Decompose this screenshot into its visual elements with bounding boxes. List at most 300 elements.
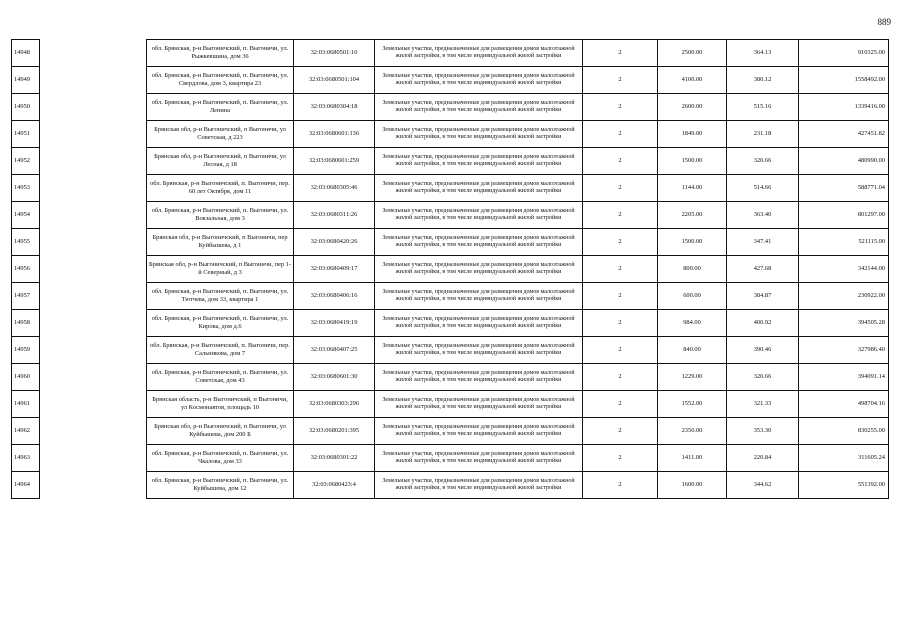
land-use-cell xyxy=(375,148,583,175)
category-count-cell-text: 2 xyxy=(618,454,622,462)
area-cell xyxy=(658,229,727,256)
row-number xyxy=(12,418,40,445)
table-row xyxy=(12,418,889,445)
separator-cell xyxy=(40,256,147,283)
land-use-cell-text: Земельные участки, предназначенные для размещения домов малоэтажной жилой застройки, в том числе индивидуальной жилой застройки xyxy=(382,396,575,410)
category-count-cell-text: 2 xyxy=(618,184,622,192)
land-use-cell xyxy=(375,67,583,94)
land-use-cell-text: Земельные участки, предназначенные для размещения домов малоэтажной жилой застройки, в том числе индивидуальной жилой застройки xyxy=(382,288,575,302)
cadastral-number-cell xyxy=(294,40,375,67)
separator-cell xyxy=(40,310,147,337)
separator-cell xyxy=(40,148,147,175)
category-count-cell xyxy=(583,94,658,121)
unit-price-cell-text: 220.84 xyxy=(753,454,772,462)
address-cell-text: обл. Брянская, р-н Выгоничский, п. Выгоничи, ул. Советская, дом 43 xyxy=(151,369,289,384)
cadastral-value-cell xyxy=(799,148,889,175)
address-cell-text: Брянская обл, р-н Выгоничский, п Выгоничи, ул Лесная, д 18 xyxy=(154,153,286,168)
row-number xyxy=(12,67,40,94)
address-cell-text: Брянская обл, р-н Выгоничский, п Выгоничи, пер Куйбышева, д 1 xyxy=(152,234,288,249)
address-cell-text: обл. Брянская, р-н Выгоничский, п. Выгоничи, ул. Свердлова, дом 3, квартира 23 xyxy=(151,72,289,87)
unit-price-cell-text: 321.33 xyxy=(753,400,772,408)
cadastral-number-cell-text: 32:03:0680201:395 xyxy=(308,427,360,435)
row-number-text: 14957 xyxy=(14,292,30,300)
address-cell xyxy=(147,472,294,499)
area-cell-text: 840.00 xyxy=(683,346,701,354)
cadastral-number-cell-text: 32:03:0680420:26 xyxy=(310,238,358,246)
separator-cell xyxy=(40,40,147,67)
cadastral-number-cell-text: 32:03:0680311:26 xyxy=(310,211,358,219)
cadastral-number-cell xyxy=(294,364,375,391)
cadastral-number-cell-text: 32:03:0680301:22 xyxy=(310,454,358,462)
unit-price-cell-text: 347.41 xyxy=(753,238,772,246)
category-count-cell xyxy=(583,202,658,229)
separator-cell xyxy=(40,418,147,445)
row-number-text: 14948 xyxy=(14,49,30,57)
area-cell xyxy=(658,256,727,283)
unit-price-cell xyxy=(727,229,799,256)
row-number xyxy=(12,229,40,256)
cadastral-number-cell xyxy=(294,391,375,418)
unit-price-cell-text: 400.92 xyxy=(753,319,772,327)
area-cell-text: 2500.00 xyxy=(681,49,703,57)
cadastral-number-cell-text: 32:03:0680423:4 xyxy=(312,481,356,489)
row-number-text: 14962 xyxy=(14,427,30,435)
unit-price-cell xyxy=(727,283,799,310)
category-count-cell xyxy=(583,40,658,67)
row-number xyxy=(12,121,40,148)
category-count-cell xyxy=(583,391,658,418)
address-cell xyxy=(147,337,294,364)
area-cell xyxy=(658,67,727,94)
category-count-cell-text: 2 xyxy=(618,211,622,219)
land-use-cell xyxy=(375,121,583,148)
table-row xyxy=(12,175,889,202)
row-number-text: 14959 xyxy=(14,346,30,354)
cadastral-value-cell xyxy=(799,364,889,391)
land-use-cell-text: Земельные участки, предназначенные для размещения домов малоэтажной жилой застройки, в том числе индивидуальной жилой застройки xyxy=(382,477,575,491)
cadastral-value-cell-text: 1339416.00 xyxy=(854,103,885,111)
cadastral-number-cell-text: 32:03:0680409:17 xyxy=(310,265,358,273)
cadastral-value-cell xyxy=(799,445,889,472)
cadastral-value-cell xyxy=(799,310,889,337)
separator-cell xyxy=(40,175,147,202)
table-row xyxy=(12,391,889,418)
table-row xyxy=(12,94,889,121)
cadastral-number-cell-text: 32:03:0680406:16 xyxy=(310,292,358,300)
row-number-text: 14952 xyxy=(14,157,30,165)
cadastral-value-cell xyxy=(799,40,889,67)
unit-price-cell-text: 364.13 xyxy=(753,49,772,57)
cadastral-number-cell xyxy=(294,256,375,283)
cadastral-value-cell xyxy=(799,472,889,499)
row-number-text: 14963 xyxy=(14,454,30,462)
category-count-cell-text: 2 xyxy=(618,292,622,300)
area-cell-text: 1500.00 xyxy=(681,238,703,246)
land-use-cell xyxy=(375,229,583,256)
row-number xyxy=(12,94,40,121)
unit-price-cell-text: 515.16 xyxy=(753,103,772,111)
unit-price-cell-text: 353.30 xyxy=(753,427,772,435)
unit-price-cell xyxy=(727,337,799,364)
cadastral-number-cell xyxy=(294,418,375,445)
cadastral-value-cell-text: 394091.14 xyxy=(857,373,885,381)
category-count-cell-text: 2 xyxy=(618,157,622,165)
cadastral-number-cell xyxy=(294,310,375,337)
address-cell xyxy=(147,310,294,337)
row-number xyxy=(12,175,40,202)
area-cell-text: 1552.00 xyxy=(681,400,703,408)
cadastral-number-cell xyxy=(294,175,375,202)
address-cell-text: обл. Брянская, р-н Выгоничский, п. Выгоничи, ул. Кирова, дом д.6 xyxy=(151,315,289,330)
unit-price-cell-text: 384.87 xyxy=(753,292,772,300)
category-count-cell-text: 2 xyxy=(618,319,622,327)
unit-price-cell-text: 363.40 xyxy=(753,211,772,219)
area-cell-text: 600.00 xyxy=(683,292,701,300)
land-use-cell-text: Земельные участки, предназначенные для размещения домов малоэтажной жилой застройки, в том числе индивидуальной жилой застройки xyxy=(382,72,575,86)
cadastral-value-cell-text: 830255.00 xyxy=(857,427,885,435)
row-number-text: 14954 xyxy=(14,211,30,219)
separator-cell xyxy=(40,337,147,364)
category-count-cell-text: 2 xyxy=(618,76,622,84)
area-cell-text: 1500.00 xyxy=(681,157,703,165)
address-cell-text: Брянская обл, р-н Выгоничский, п Выгоничи, ул Советская, д 223 xyxy=(154,126,286,141)
category-count-cell-text: 2 xyxy=(618,373,622,381)
cadastral-number-cell-text: 32:03:0680419:19 xyxy=(310,319,358,327)
cadastral-number-cell-text: 32:03:0680303:296 xyxy=(308,400,360,408)
area-cell xyxy=(658,283,727,310)
address-cell-text: Брянская обл, р-н Выгоничский, п Выгоничи, ул Куйбышева, дом 200 Б xyxy=(154,423,286,438)
row-number-text: 14958 xyxy=(14,319,30,327)
separator-cell xyxy=(40,445,147,472)
land-use-cell xyxy=(375,445,583,472)
separator-cell xyxy=(40,472,147,499)
table-row xyxy=(12,364,889,391)
category-count-cell-text: 2 xyxy=(618,130,622,138)
land-use-cell-text: Земельные участки, предназначенные для размещения домов малоэтажной жилой застройки, в том числе индивидуальной жилой застройки xyxy=(382,234,575,248)
land-use-cell xyxy=(375,256,583,283)
cadastral-number-cell xyxy=(294,445,375,472)
cadastral-number-cell xyxy=(294,202,375,229)
area-cell xyxy=(658,202,727,229)
row-number-text: 14955 xyxy=(14,238,30,246)
area-cell-text: 2600.00 xyxy=(681,103,703,111)
cadastral-value-cell-text: 588771.04 xyxy=(857,184,885,192)
cadastral-value-cell-text: 480990.00 xyxy=(857,157,885,165)
cadastral-value-cell xyxy=(799,121,889,148)
address-cell-text: обл. Брянская, р-н Выгоничский, п. Выгоничи, ул. Чкалова, дом 33 xyxy=(151,450,289,465)
address-cell xyxy=(147,391,294,418)
cadastral-number-cell xyxy=(294,94,375,121)
category-count-cell xyxy=(583,67,658,94)
cadastral-number-cell-text: 32:03:0680601:259 xyxy=(308,157,360,165)
address-cell xyxy=(147,418,294,445)
cadastral-value-cell xyxy=(799,418,889,445)
row-number xyxy=(12,283,40,310)
area-cell xyxy=(658,337,727,364)
cadastral-value-cell-text: 551392.00 xyxy=(857,481,885,489)
address-cell xyxy=(147,445,294,472)
table-row xyxy=(12,337,889,364)
unit-price-cell xyxy=(727,148,799,175)
separator-cell xyxy=(40,94,147,121)
cadastral-value-cell-text: 342144.00 xyxy=(857,265,885,273)
category-count-cell-text: 2 xyxy=(618,103,622,111)
unit-price-cell-text: 514.66 xyxy=(753,184,772,192)
row-number xyxy=(12,256,40,283)
category-count-cell-text: 2 xyxy=(618,400,622,408)
cadastral-number-cell-text: 32:03:0680501:104 xyxy=(308,76,360,84)
category-count-cell-text: 2 xyxy=(618,49,622,57)
address-cell-text: обл. Брянская, р-н Выгоничский, п. Выгоничи, ул. Тютчева, дом 33, квартира 1 xyxy=(151,288,289,303)
land-use-cell xyxy=(375,364,583,391)
row-number-text: 14953 xyxy=(14,184,30,192)
land-use-cell-text: Земельные участки, предназначенные для размещения домов малоэтажной жилой застройки, в том числе индивидуальной жилой застройки xyxy=(382,99,575,113)
area-cell xyxy=(658,121,727,148)
unit-price-cell xyxy=(727,202,799,229)
area-cell xyxy=(658,94,727,121)
category-count-cell xyxy=(583,472,658,499)
cadastral-value-cell-text: 801297.00 xyxy=(857,211,885,219)
unit-price-cell-text: 390.46 xyxy=(753,346,772,354)
cadastral-number-cell xyxy=(294,337,375,364)
address-cell xyxy=(147,202,294,229)
row-number xyxy=(12,202,40,229)
separator-cell xyxy=(40,391,147,418)
cadastral-number-cell-text: 32:03:0680601:136 xyxy=(308,130,360,138)
address-cell-text: обл. Брянская, р-н Выгоничский, п. Выгоничи, ул. Рыжкевшина, дом 36 xyxy=(151,45,289,60)
area-cell xyxy=(658,391,727,418)
row-number xyxy=(12,391,40,418)
unit-price-cell xyxy=(727,121,799,148)
area-cell xyxy=(658,40,727,67)
address-cell xyxy=(147,256,294,283)
category-count-cell xyxy=(583,364,658,391)
unit-price-cell-text: 344.62 xyxy=(753,481,772,489)
row-number xyxy=(12,445,40,472)
land-use-cell xyxy=(375,202,583,229)
address-cell xyxy=(147,364,294,391)
area-cell-text: 1849.00 xyxy=(681,130,703,138)
area-cell xyxy=(658,175,727,202)
row-number-text: 14956 xyxy=(14,265,30,273)
category-count-cell-text: 2 xyxy=(618,427,622,435)
area-cell xyxy=(658,418,727,445)
cadastral-value-cell xyxy=(799,391,889,418)
cadastral-value-cell xyxy=(799,229,889,256)
unit-price-cell xyxy=(727,175,799,202)
table-row xyxy=(12,67,889,94)
cadastral-value-cell-text: 311605.24 xyxy=(858,454,885,462)
row-number xyxy=(12,40,40,67)
area-cell xyxy=(658,148,727,175)
land-use-cell-text: Земельные участки, предназначенные для размещения домов малоэтажной жилой застройки, в том числе индивидуальной жилой застройки xyxy=(382,315,575,329)
land-use-cell-text: Земельные участки, предназначенные для размещения домов малоэтажной жилой застройки, в том числе индивидуальной жилой застройки xyxy=(382,261,575,275)
table-row xyxy=(12,445,889,472)
row-number-text: 14961 xyxy=(14,400,30,408)
unit-price-cell xyxy=(727,67,799,94)
cadastral-number-cell-text: 32:03:0680501:10 xyxy=(310,49,358,57)
cadastral-value-cell-text: 1558492.00 xyxy=(854,76,885,84)
land-use-cell xyxy=(375,472,583,499)
cadastral-value-table xyxy=(11,39,889,499)
unit-price-cell xyxy=(727,445,799,472)
area-cell-text: 800.00 xyxy=(683,265,701,273)
category-count-cell xyxy=(583,445,658,472)
address-cell xyxy=(147,175,294,202)
area-cell-text: 2350.00 xyxy=(681,427,703,435)
land-use-cell-text: Земельные участки, предназначенные для размещения домов малоэтажной жилой застройки, в том числе индивидуальной жилой застройки xyxy=(382,126,575,140)
category-count-cell xyxy=(583,175,658,202)
cadastral-number-cell xyxy=(294,283,375,310)
cadastral-number-cell xyxy=(294,121,375,148)
row-number-text: 14960 xyxy=(14,373,30,381)
separator-cell xyxy=(40,67,147,94)
unit-price-cell xyxy=(727,391,799,418)
land-use-cell-text: Земельные участки, предназначенные для размещения домов малоэтажной жилой застройки, в том числе индивидуальной жилой застройки xyxy=(382,45,575,59)
cadastral-value-cell-text: 394505.28 xyxy=(857,319,885,327)
area-cell-text: 2205.00 xyxy=(681,211,703,219)
row-number xyxy=(12,310,40,337)
separator-cell xyxy=(40,121,147,148)
row-number-text: 14950 xyxy=(14,103,30,111)
row-number-text: 14951 xyxy=(14,130,30,138)
address-cell-text: обл. Брянская, р-н Выгоничский, п. Выгоничи, ул. Куйбышева, дом 12 xyxy=(151,477,289,492)
area-cell xyxy=(658,472,727,499)
area-cell-text: 1600.00 xyxy=(681,481,703,489)
category-count-cell-text: 2 xyxy=(618,481,622,489)
unit-price-cell xyxy=(727,40,799,67)
area-cell xyxy=(658,310,727,337)
address-cell xyxy=(147,94,294,121)
unit-price-cell xyxy=(727,418,799,445)
land-use-cell xyxy=(375,310,583,337)
table-row xyxy=(12,40,889,67)
cadastral-number-cell-text: 32:03:0680601:30 xyxy=(310,373,358,381)
separator-cell xyxy=(40,202,147,229)
unit-price-cell xyxy=(727,364,799,391)
category-count-cell xyxy=(583,229,658,256)
land-use-cell xyxy=(375,40,583,67)
land-use-cell xyxy=(375,391,583,418)
table-row xyxy=(12,310,889,337)
area-cell-text: 984.00 xyxy=(683,319,701,327)
row-number xyxy=(12,364,40,391)
table-row xyxy=(12,229,889,256)
cadastral-number-cell xyxy=(294,229,375,256)
category-count-cell xyxy=(583,148,658,175)
cadastral-value-cell xyxy=(799,337,889,364)
land-use-cell xyxy=(375,283,583,310)
table-row xyxy=(12,121,889,148)
row-number xyxy=(12,337,40,364)
land-use-cell-text: Земельные участки, предназначенные для размещения домов малоэтажной жилой застройки, в том числе индивидуальной жилой застройки xyxy=(382,369,575,383)
cadastral-value-cell xyxy=(799,94,889,121)
table-row xyxy=(12,202,889,229)
area-cell xyxy=(658,445,727,472)
cadastral-value-cell-text: 427451.82 xyxy=(857,130,885,138)
area-cell-text: 4100.00 xyxy=(681,76,703,84)
separator-cell xyxy=(40,364,147,391)
separator-cell xyxy=(40,229,147,256)
cadastral-number-cell xyxy=(294,67,375,94)
address-cell-text: обл. Брянская, р-н Выгоничский, п. Выгоничи, ул. Вокзальная, дом 3 xyxy=(151,207,289,222)
unit-price-cell xyxy=(727,310,799,337)
row-number-text: 14964 xyxy=(14,481,30,489)
category-count-cell xyxy=(583,310,658,337)
area-cell xyxy=(658,364,727,391)
table-row xyxy=(12,283,889,310)
category-count-cell xyxy=(583,283,658,310)
land-use-cell-text: Земельные участки, предназначенные для размещения домов малоэтажной жилой застройки, в том числе индивидуальной жилой застройки xyxy=(382,423,575,437)
land-use-cell-text: Земельные участки, предназначенные для размещения домов малоэтажной жилой застройки, в том числе индивидуальной жилой застройки xyxy=(382,153,575,167)
area-cell-text: 1144.00 xyxy=(681,184,703,192)
cadastral-value-cell xyxy=(799,175,889,202)
unit-price-cell-text: 380.12 xyxy=(753,76,772,84)
category-count-cell xyxy=(583,256,658,283)
cadastral-value-cell-text: 910325.00 xyxy=(857,49,885,57)
unit-price-cell-text: 231.18 xyxy=(753,130,772,138)
address-cell xyxy=(147,229,294,256)
area-cell-text: 1229.00 xyxy=(681,373,703,381)
unit-price-cell-text: 320.66 xyxy=(753,373,772,381)
row-number-text: 14949 xyxy=(14,76,30,84)
cadastral-number-cell xyxy=(294,148,375,175)
category-count-cell xyxy=(583,121,658,148)
cadastral-number-cell-text: 32:03:0680304:18 xyxy=(310,103,358,111)
cadastral-value-cell xyxy=(799,67,889,94)
category-count-cell-text: 2 xyxy=(618,265,622,273)
unit-price-cell xyxy=(727,256,799,283)
land-use-cell xyxy=(375,175,583,202)
separator-cell xyxy=(40,283,147,310)
land-use-cell-text: Земельные участки, предназначенные для размещения домов малоэтажной жилой застройки, в том числе индивидуальной жилой застройки xyxy=(382,207,575,221)
cadastral-value-cell-text: 498704.16 xyxy=(857,400,885,408)
table-row xyxy=(12,256,889,283)
address-cell xyxy=(147,148,294,175)
address-cell-text: Брянская обл, р-н Выгоничский, п Выгоничи, пер 1-й Северный, д 3 xyxy=(149,261,291,276)
page-number: 889 xyxy=(877,17,891,27)
cadastral-value-cell-text: 327986.40 xyxy=(857,346,885,354)
address-cell-text: обл. Брянская, р-н Выгоничский, п. Выгоничи, пер. 60 лет Октября, дом 11 xyxy=(150,180,290,195)
address-cell xyxy=(147,67,294,94)
cadastral-value-cell-text: 521115.00 xyxy=(858,238,885,246)
address-cell-text: обл. Брянская, р-н Выгоничский, п. Выгоничи, пер. Сальникова, дом 7 xyxy=(150,342,290,357)
unit-price-cell xyxy=(727,472,799,499)
land-use-cell xyxy=(375,418,583,445)
unit-price-cell xyxy=(727,94,799,121)
cadastral-value-cell-text: 230922.00 xyxy=(857,292,885,300)
land-use-cell-text: Земельные участки, предназначенные для размещения домов малоэтажной жилой застройки, в том числе индивидуальной жилой застройки xyxy=(382,342,575,356)
cadastral-number-cell-text: 32:03:0680305:46 xyxy=(310,184,358,192)
land-use-cell-text: Земельные участки, предназначенные для размещения домов малоэтажной жилой застройки, в том числе индивидуальной жилой застройки xyxy=(382,180,575,194)
address-cell xyxy=(147,121,294,148)
category-count-cell-text: 2 xyxy=(618,346,622,354)
cadastral-value-cell xyxy=(799,283,889,310)
cadastral-number-cell xyxy=(294,472,375,499)
cadastral-value-cell xyxy=(799,202,889,229)
table-row xyxy=(12,472,889,499)
category-count-cell xyxy=(583,337,658,364)
row-number xyxy=(12,148,40,175)
land-use-cell xyxy=(375,94,583,121)
address-cell xyxy=(147,40,294,67)
cadastral-number-cell-text: 32:03:0680407:25 xyxy=(310,346,358,354)
unit-price-cell-text: 427.68 xyxy=(753,265,772,273)
cadastral-value-cell xyxy=(799,256,889,283)
category-count-cell-text: 2 xyxy=(618,238,622,246)
address-cell xyxy=(147,283,294,310)
table-row xyxy=(12,148,889,175)
